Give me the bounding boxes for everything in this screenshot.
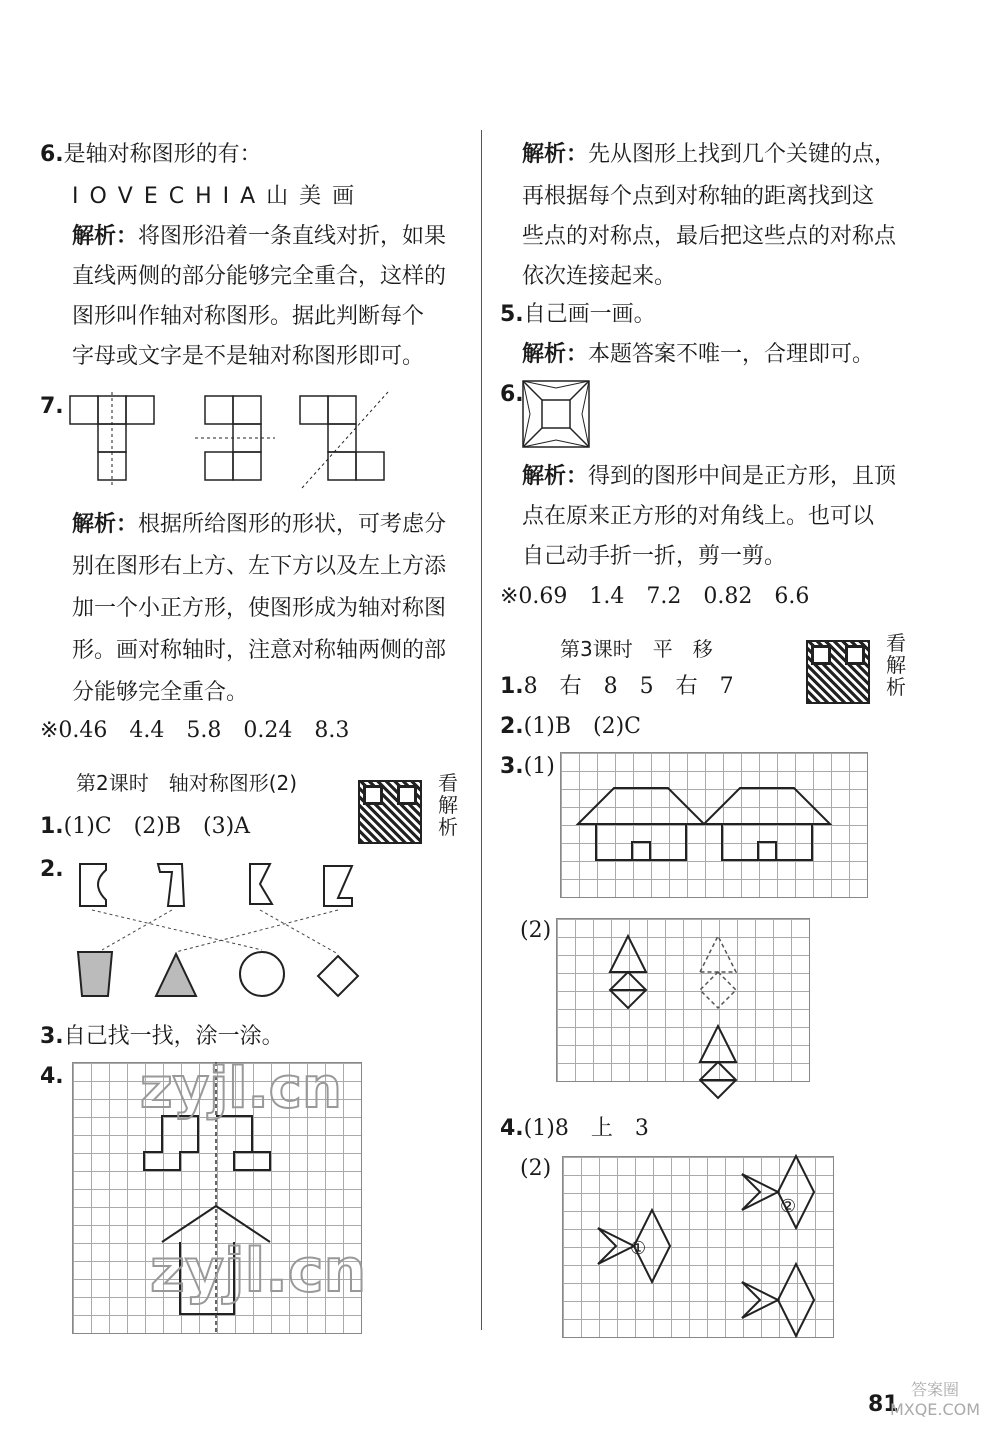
lesson2-question-1: 1.(1)C (2)B (3)A: [40, 814, 251, 839]
question-6: 6.是轴对称图形的有：: [40, 142, 262, 167]
r-analysis-line3: 些点的对称点，最后把这些点的对称点: [522, 224, 897, 249]
qr-code-lesson-2[interactable]: [358, 780, 422, 844]
lesson3-question-2: 2.(1)B (2)C: [500, 714, 641, 739]
fish-label-2: ②: [780, 1196, 797, 1217]
q7-analysis-line3: 加一个小正方形，使图形成为轴对称图: [72, 596, 447, 621]
lesson3-question-4: 4.(1)8 上 3: [500, 1116, 649, 1141]
q7-analysis-line1: 解析：根据所给图形的形状，可考虑分: [72, 512, 447, 537]
left-extra-answers: ※0.46 4.4 5.8 0.24 8.3: [40, 718, 350, 743]
qr-label-lesson-3: 看解析: [886, 631, 906, 699]
right-question-6: 6.: [500, 382, 524, 407]
l3q4-fish: [562, 1156, 834, 1336]
q7-figures: [70, 392, 390, 492]
lesson3-question-1: 1.8 右 8 5 右 7: [500, 674, 734, 699]
q6r-analysis-line2: 点在原来正方形的对角线上。也可以: [522, 504, 875, 529]
l3q4-sub2: (2): [520, 1156, 552, 1181]
r-analysis-line2: 再根据每个点到对称轴的距离找到这: [522, 184, 875, 209]
fish-label-1: ①: [630, 1238, 647, 1259]
q7-analysis-line4: 形。画对称轴时，注意对称轴两侧的部: [72, 638, 447, 663]
q6-square-figure: [522, 380, 592, 450]
qr-label-lesson-2: 看解析: [438, 771, 458, 839]
q6-analysis-line2: 直线两侧的部分能够完全重合，这样的: [72, 264, 447, 289]
lesson-3-title: 第3课时 平 移: [560, 637, 713, 661]
right-extra-answers: ※0.69 1.4 7.2 0.82 6.6: [500, 584, 810, 609]
lesson-2-title: 第2课时 轴对称图形(2): [76, 771, 298, 795]
q6-analysis-line4: 字母或文字是不是轴对称图形即可。: [72, 344, 425, 369]
q7-analysis-line5: 分能够完全重合。: [72, 680, 249, 705]
r-analysis-line4: 依次连接起来。: [522, 264, 677, 289]
column-divider: [481, 130, 482, 1330]
page-number: 81: [868, 1392, 899, 1417]
l3q3-houses: [560, 752, 868, 896]
l2q2-matching-figure: [72, 862, 372, 1002]
q6r-analysis-line3: 自己动手折一折，剪一剪。: [522, 544, 787, 569]
right-question-5: 5.自己画一画。: [500, 302, 656, 327]
r-analysis-line1: 解析：先从图形上找到几个关键的点，: [522, 142, 897, 167]
q5-analysis: 解析：本题答案不唯一，合理即可。: [522, 342, 875, 367]
q7-analysis-line2: 别在图形右上方、左下方以及左上方添: [72, 554, 447, 579]
qr-code-lesson-3[interactable]: [806, 640, 870, 704]
lesson2-question-2: 2.: [40, 857, 64, 882]
lesson2-question-3: 3.自己找一找，涂一涂。: [40, 1024, 284, 1049]
lesson3-question-3: 3.(1): [500, 754, 555, 779]
q6-analysis-line1: 解析：将图形沿着一条直线对折，如果: [72, 224, 447, 249]
q6-answer: I O V E C H I A 山 美 画: [72, 184, 357, 209]
watermark-1: zyjl.cn: [140, 1056, 342, 1121]
corner-watermark: 答案圈 MXQE.COM: [889, 1380, 981, 1419]
l3q3-arrows: [556, 918, 810, 1080]
q6-analysis-line3: 图形叫作轴对称图形。据此判断每个: [72, 304, 425, 329]
q6r-analysis-line1: 解析：得到的图形中间是正方形，且顶: [522, 464, 897, 489]
lesson2-question-4: 4.: [40, 1064, 64, 1089]
l3q3-sub2: (2): [520, 918, 552, 943]
watermark-2: zyjl.cn: [150, 1236, 367, 1306]
question-7: 7.: [40, 394, 64, 419]
